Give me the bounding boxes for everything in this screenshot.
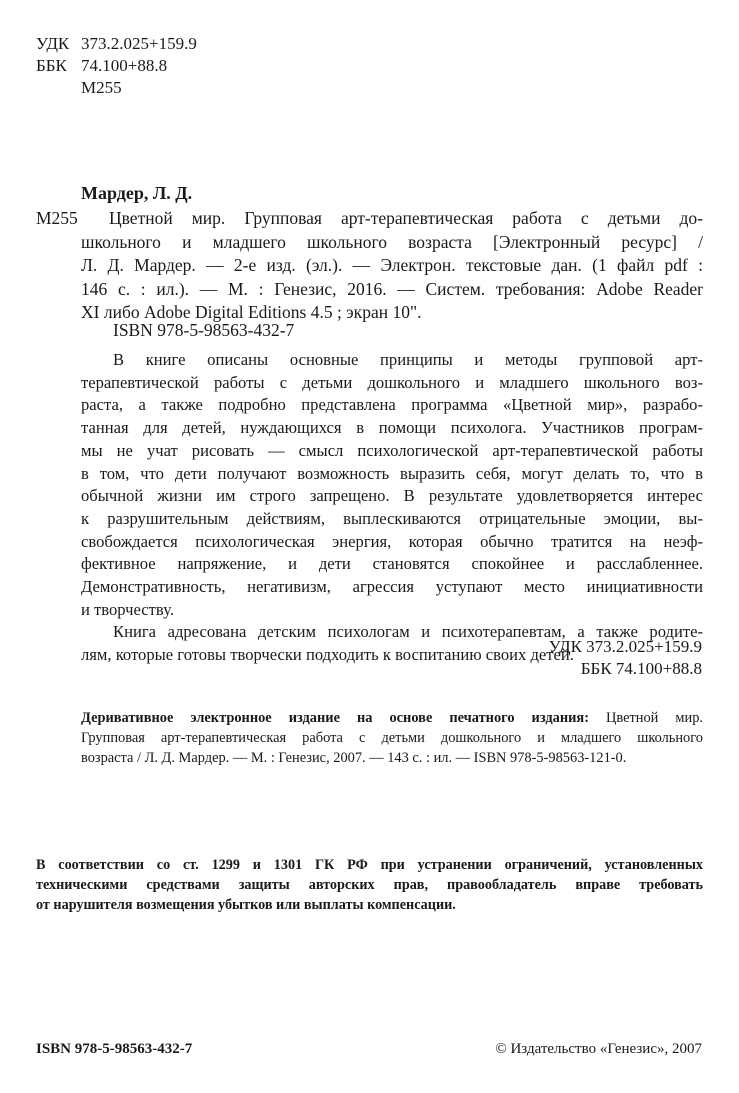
udk-label: УДК — [36, 34, 70, 53]
derivative-line — [81, 708, 703, 728]
abstract-line: лям, которые готовы творчески подходить к воспитанию своих детей. — [81, 645, 574, 665]
derivative-line: Групповая арт-терапевтическая работа с детьми дошкольного и младшего школьного — [81, 730, 703, 746]
description-line: 146 с. : ил.). — М. : Генезис, 2016. — Систем. требования: Adobe Reader — [81, 278, 703, 299]
bbk-value: 74.100+88.8 — [81, 56, 168, 75]
abstract-line: свобождается психологическая энергия, которая обычно тратится на неэф- — [81, 531, 703, 551]
classification-block — [36, 33, 197, 99]
abstract-line: фективное напряжение, и дети становятся спокойнее и расслабленнее. — [81, 554, 703, 574]
codes-right — [549, 636, 702, 680]
abstract-line: терапевтической работы с детьми дошкольного и младшего школьного воз- — [81, 372, 703, 392]
derivative-line1-rest: Цветной мир. — [589, 710, 703, 726]
abstract-line: В книге описаны основные принципы и методы групповой арт- — [113, 350, 703, 369]
legal-line: техническими средствами защиты авторских прав, правообладатель вправе требовать — [36, 877, 703, 893]
udk-row — [36, 33, 197, 55]
footer-copyright: © Издательство «Генезис», 2007 — [495, 1041, 702, 1057]
bibliographic-mark: М255 — [36, 208, 78, 228]
bbk-row — [36, 55, 197, 77]
derivative-lead: Деривативное электронное издание на основе печатного издания: — [81, 710, 589, 726]
abstract-line: обычной жизни им строго запрещено. В результате удовлетворяется интерес — [81, 486, 703, 506]
derivative-line: возраста / Л. Д. Мардер. — М. : Генезис, 2007. — 143 с. : ил. — ISBN 978-5-98563-121-0. — [81, 750, 627, 766]
legal-notice — [36, 855, 703, 915]
bibliographic-description — [81, 207, 703, 325]
description-line: Л. Д. Мардер. — 2-е изд. (эл.). — Электрон. текстовые дан. (1 файл pdf : — [81, 255, 703, 276]
legal-line: от нарушителя возмещения убытков или выплаты компенсации. — [36, 897, 456, 913]
abstract-line: к разрушительным действиям, выплескиваются отрицательные эмоции, вы- — [81, 508, 703, 528]
abstract-line: Книга адресована детским психологам и психотерапевтам, а также родите- — [113, 622, 703, 642]
bbk-right: ББК 74.100+88.8 — [580, 659, 702, 678]
abstract — [81, 349, 703, 667]
description-line: XI либо Adobe Digital Editions 4.5 ; экран 10". — [81, 302, 422, 323]
udk-value: 373.2.025+159.9 — [81, 34, 197, 53]
author-mark-row — [36, 77, 197, 99]
isbn-line: ISBN 978-5-98563-432-7 — [113, 320, 295, 340]
abstract-line: танная для детей, нуждающихся в помощи психолога. Участников програм- — [81, 418, 703, 438]
bbk-label: ББК — [36, 56, 67, 75]
abstract-line: и творчеству. — [81, 599, 174, 619]
abstract-line: в том, что дети получают возможность выразить себя, могут делать то, что в — [81, 463, 703, 483]
footer-isbn: ISBN 978-5-98563-432-7 — [36, 1041, 193, 1057]
abstract-line: мы не учат рисовать — смысл психологической арт-терапевтической работы — [81, 440, 703, 460]
abstract-line: Демонстративность, негативизм, агрессия уступают место инициативности — [81, 577, 703, 597]
author-mark: М255 — [81, 78, 122, 97]
abstract-line: раста, а также подробно представлена программа «Цветной мир», разрабо- — [81, 395, 703, 415]
legal-line: В соответствии со ст. 1299 и 1301 ГК РФ при устранении ограничений, установленных — [36, 857, 703, 873]
udk-right: УДК 373.2.025+159.9 — [548, 637, 702, 656]
author-heading: Мардер, Л. Д. — [81, 183, 193, 203]
description-line: Цветной мир. Групповая арт-терапевтическая работа с детьми до- — [109, 208, 703, 228]
derivative-note — [81, 708, 703, 768]
description-line: школьного и младшего школьного возраста [Электронный ресурс] / — [81, 231, 703, 252]
